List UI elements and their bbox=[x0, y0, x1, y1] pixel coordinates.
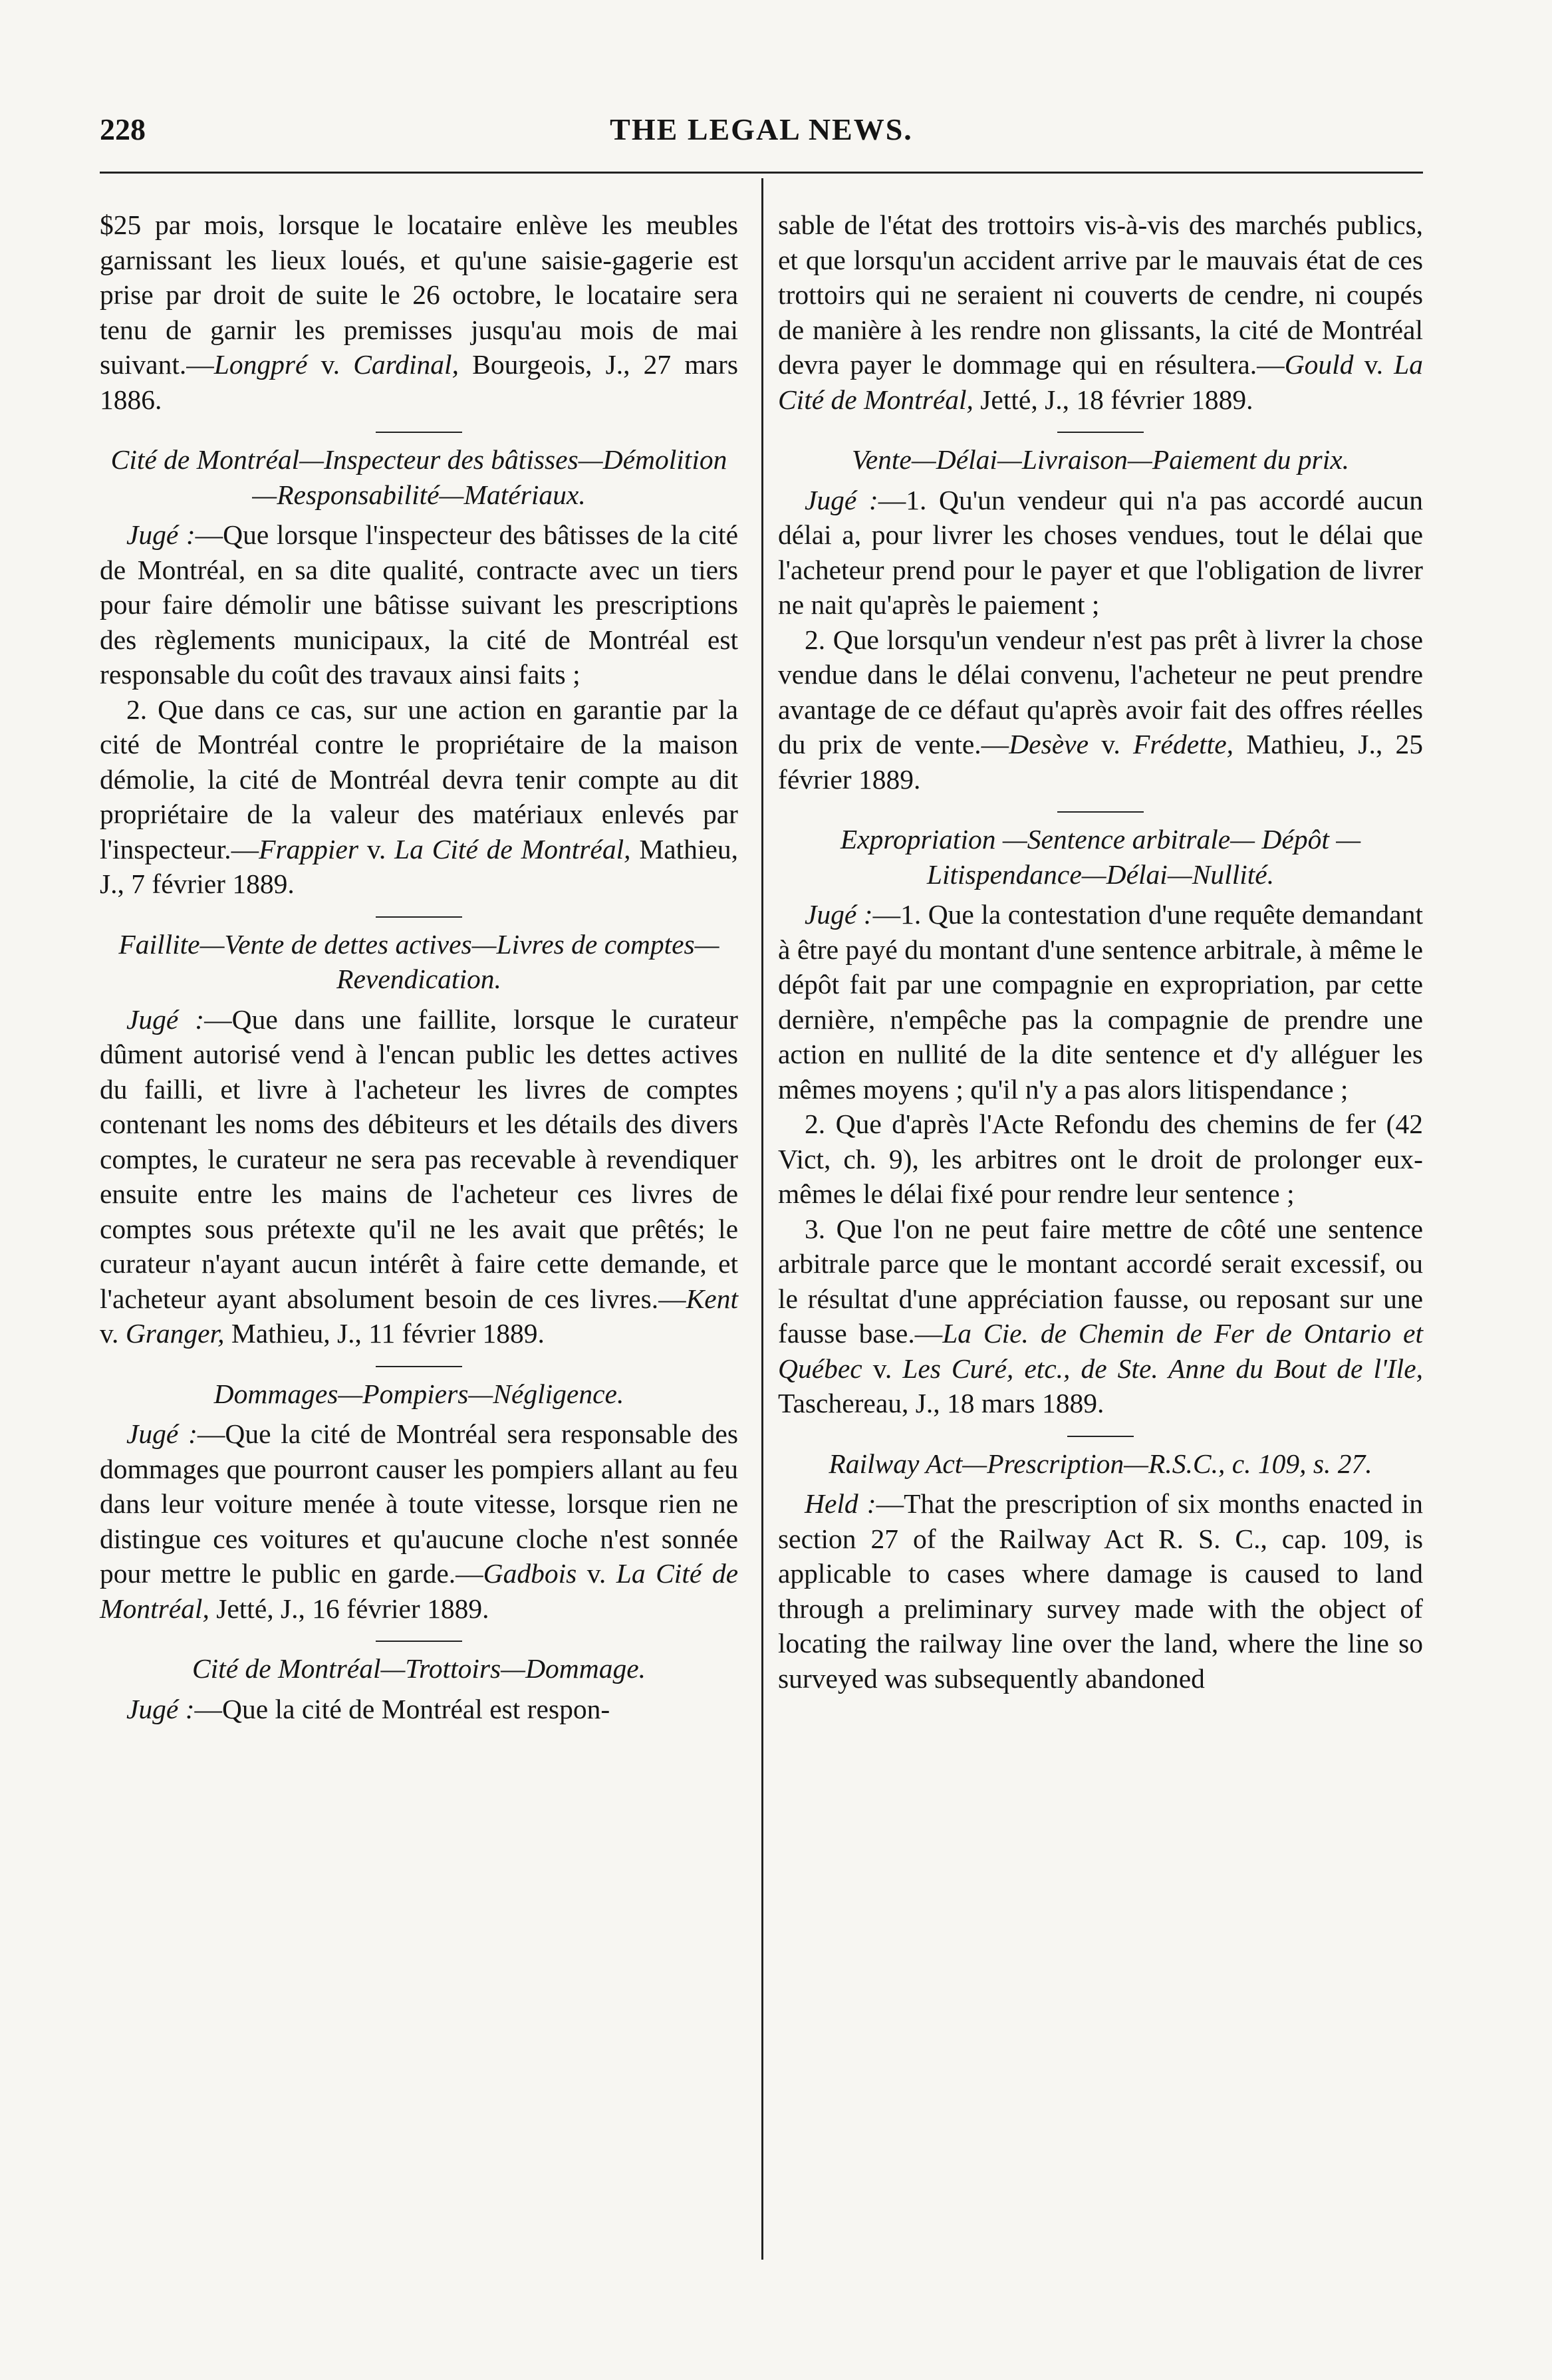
section-heading: Vente—Délai—Livraison—Paiement du prix. bbox=[851, 444, 1350, 475]
case-judge-date: Mathieu, J., 11 février 1889. bbox=[224, 1318, 545, 1349]
paragraph-text: 2. Que dans ce cas, sur une action en garantie par la cité de Montréal contre le propriétaire de la maison démolie, la cité de Montréal devra tenir compte au dit propriétaire de la valeur des matériaux enlevés par l'inspecteur.— bbox=[100, 694, 738, 864]
case-versus: v. bbox=[358, 833, 395, 864]
header-rule bbox=[100, 172, 1423, 174]
paragraph-text: —1. Qu'un vendeur qui n'a pas accordé aucun délai a, pour livrer les choses vendues, tout le délai que l'acheteur prend pour le payer et que l'obligation de livrer ne nait qu'après le paiement ; bbox=[778, 484, 1423, 620]
paragraph bbox=[100, 1416, 738, 1626]
paragraph bbox=[100, 207, 738, 417]
paragraph bbox=[100, 1692, 738, 1727]
case-versus: v. bbox=[1353, 349, 1394, 380]
paragraph bbox=[778, 622, 1423, 797]
juge-label: Jugé : bbox=[126, 1693, 195, 1724]
section-separator bbox=[376, 1641, 462, 1642]
paragraph-text: $25 par mois, lorsque le locataire enlève les meubles garnissant les lieux loués, et qu'une saisie-gagerie est prise par droit de suite le 26 octobre, le locataire sera tenu de garnir les premisses jusqu'au mois de mai suivant.— bbox=[100, 209, 738, 380]
section-separator bbox=[1057, 811, 1144, 813]
paragraph bbox=[778, 483, 1423, 622]
case-party: Frappier bbox=[259, 833, 358, 864]
paragraph-text: sable de l'état des trottoirs vis-à-vis des marchés publics, et que lorsqu'un accident arrive par le mauvais état de ces trottoirs qui ne seraient ni couverts de cendre, ni coupés de manière à les rendre non glissants, la cité de Montréal devra payer le dommage qui en résultera.— bbox=[778, 209, 1423, 380]
case-party: Granger, bbox=[125, 1318, 225, 1349]
section-separator bbox=[376, 1366, 462, 1367]
paragraph bbox=[778, 1212, 1423, 1421]
paragraph-text: 2. Que lorsqu'un vendeur n'est pas prêt à livrer la chose vendue dans le délai convenu, l'acheteur ne peut prendre avantage de ce défaut qu'après avoir fait des offres réelles du prix de vente.— bbox=[778, 624, 1423, 759]
case-versus: v. bbox=[862, 1353, 903, 1384]
paragraph-text: —Que lorsque l'inspecteur des bâtisses de la cité de Montréal, en sa dite qualité, contracte avec un tiers pour faire démolir une bâtisse suivant les prescriptions des règlements municipaux, la cité de Montréal est responsable du coût des travaux ainsi faits ; bbox=[100, 519, 738, 690]
case-party: La Cité de Montréal, bbox=[394, 833, 631, 864]
paragraph-text: —1. Que la contestation d'une requête demandant à être payé du montant d'une sentence arbitrale, à même le dépôt fait par une compagnie en expropriation, par cette dernière, n'empêche pas la compagnie de prendre une action en nullité de la dite sentence et d'y alléguer les mêmes moyens ; qu'il n'y a pas alors litispendance ; bbox=[778, 899, 1423, 1105]
case-party: La Cité de Montréal, bbox=[100, 1558, 738, 1624]
paragraph-text: 3. Que l'on ne peut faire mettre de côté une sentence arbitrale parce que le montant accordé serait excessif, ou le résultat d'une appréciation fausse, ou reposant sur une fausse base.— bbox=[778, 1213, 1423, 1349]
case-judge-date: Jetté, J., 18 février 1889. bbox=[973, 384, 1253, 415]
juge-label: Jugé : bbox=[805, 484, 878, 515]
page-header bbox=[100, 112, 1423, 158]
section-heading: Faillite—Vente de dettes actives—Livres de comptes—Revendication. bbox=[118, 928, 719, 994]
case-judge-date: Bourgeois, J., 27 mars 1886. bbox=[100, 349, 739, 415]
paragraph-text: —Que la cité de Montréal est respon- bbox=[194, 1693, 610, 1724]
case-judge-date: Jetté, J., 16 février 1889. bbox=[209, 1593, 489, 1624]
juge-label: Jugé : bbox=[805, 899, 873, 930]
case-versus: v. bbox=[1089, 729, 1134, 759]
right-column bbox=[778, 207, 1423, 1696]
column-divider bbox=[761, 178, 763, 2260]
case-versus: v. bbox=[577, 1558, 616, 1589]
journal-title: THE LEGAL NEWS. bbox=[610, 112, 913, 146]
case-party: La Cie. de Chemin de Fer de Ontario et Québec bbox=[778, 1318, 1424, 1384]
section-heading: Expropriation —Sentence arbitrale— Dépôt — Litispendance—Délai—Nullité. bbox=[840, 824, 1361, 890]
case-party: Gould bbox=[1284, 349, 1354, 380]
paragraph bbox=[778, 1107, 1423, 1212]
section-separator bbox=[376, 432, 462, 433]
case-judge-date: Mathieu, J., 7 février 1889. bbox=[100, 833, 738, 899]
case-judge-date: Taschereau, J., 18 mars 1889. bbox=[778, 1388, 1104, 1418]
section-heading: Cité de Montréal—Trottoirs—Dommage. bbox=[192, 1653, 646, 1684]
section-heading: Railway Act—Prescription—R.S.C., c. 109, s. 27. bbox=[829, 1448, 1372, 1479]
case-party: Frédette, bbox=[1133, 729, 1233, 759]
paragraph bbox=[778, 207, 1423, 417]
case-party: Kent bbox=[686, 1283, 738, 1314]
paragraph bbox=[100, 517, 738, 692]
section-separator bbox=[1067, 1436, 1134, 1437]
case-party: Desève bbox=[1009, 729, 1089, 759]
case-party: Cardinal, bbox=[353, 349, 459, 380]
case-party: La Cité de Montréal, bbox=[778, 349, 1423, 415]
paragraph bbox=[100, 1002, 738, 1351]
case-party: Les Curé, etc., de Ste. Anne du Bout de l'Ile, bbox=[902, 1353, 1423, 1384]
section-separator bbox=[1057, 432, 1144, 433]
case-versus: v. bbox=[307, 349, 354, 380]
page-number: 228 bbox=[100, 112, 146, 146]
held-label: Held : bbox=[805, 1488, 876, 1519]
juge-label: Jugé : bbox=[126, 519, 195, 550]
case-judge-date: Mathieu, J., 25 février 1889. bbox=[778, 729, 1423, 795]
case-versus: v. bbox=[100, 1318, 126, 1349]
paragraph-text: 2. Que d'après l'Acte Refondu des chemins de fer (42 Vict, ch. 9), les arbitres ont le droit de prolonger eux-mêmes le délai fixé pour rendre leur sentence ; bbox=[778, 1109, 1423, 1209]
section-heading: Dommages—Pompiers—Négligence. bbox=[213, 1378, 624, 1409]
case-party: Longpré bbox=[213, 349, 308, 380]
paragraph-text: —Que la cité de Montréal sera responsable des dommages que pourront causer les pompiers allant au feu dans leur voiture menée à toute vitesse, lorsque rien ne distingue ces voitures et qu'aucune cloche n'est sonnée pour mettre le public en garde.— bbox=[100, 1418, 738, 1589]
case-party: Gadbois bbox=[483, 1558, 577, 1589]
paragraph bbox=[100, 692, 738, 902]
left-column bbox=[100, 207, 738, 1726]
paragraph-text: —That the prescription of six months enacted in section 27 of the Railway Act R. S. C., cap. 109, is applicable to cases where damage is caused to land through a preliminary survey made with the object of locating the railway line over the land, where the line so surveyed was subsequently abandoned bbox=[778, 1488, 1423, 1694]
paragraph bbox=[778, 1486, 1423, 1696]
section-separator bbox=[376, 916, 462, 918]
paragraph-text: —Que dans une faillite, lorsque le curateur dûment autorisé vend à l'encan public les dettes actives du failli, et livre à l'acheteur les livres de comptes contenant les noms des débiteurs et les détails des divers comptes, le curateur ne sera pas recevable à revendiquer ensuite entre les mains de l'acheteur ces livres de comptes sous prétexte qu'il ne les avait que prêtés; le curateur n'ayant aucun intérêt à faire cette demande, et l'acheteur ayant absolument besoin de ces livres.— bbox=[100, 1003, 738, 1314]
paragraph bbox=[778, 897, 1423, 1107]
juge-label: Jugé : bbox=[126, 1003, 205, 1035]
juge-label: Jugé : bbox=[126, 1418, 197, 1449]
section-heading: Cité de Montréal—Inspecteur des bâtisses—Démolition—Responsabilité—Matériaux. bbox=[110, 444, 727, 510]
